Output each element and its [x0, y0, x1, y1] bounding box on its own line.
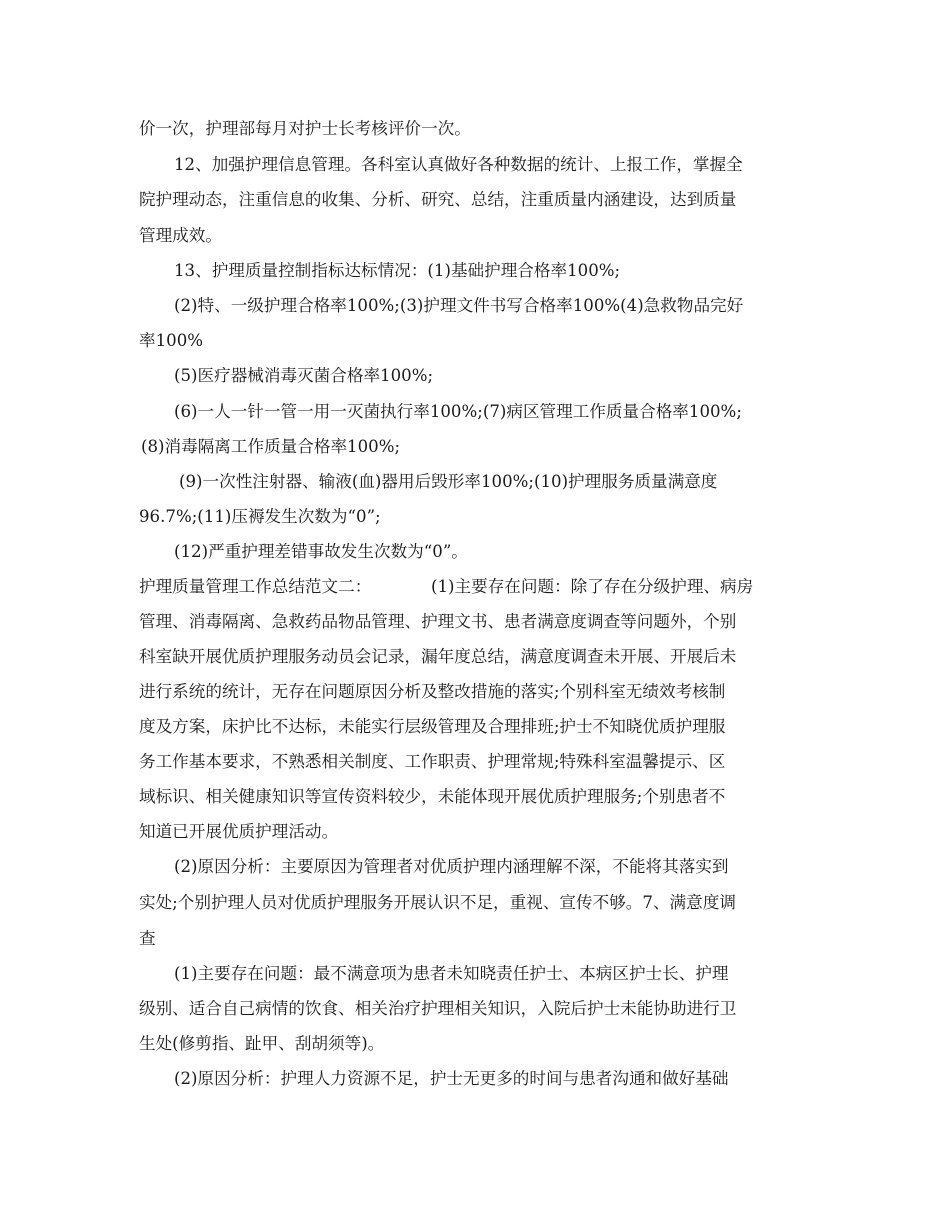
text-line: (1)主要存在问题：最不满意项为患者未知晓责任护士、本病区护士长、护理 — [174, 964, 729, 983]
text-line: (1)主要存在问题：除了存在分级护理、病房 — [431, 577, 754, 596]
text-line: (2)原因分析：护理人力资源不足，护士无更多的时间与患者沟通和做好基础 — [174, 1069, 729, 1088]
text-line: 科室缺开展优质护理服务动员会记录，漏年度总结，满意度调查未开展、开展后未 — [139, 647, 737, 666]
text-line: (9)一次性注射器、输液(血)器用后毁形率100%;(10)护理服务质量满意度 — [179, 472, 718, 491]
section-title: 护理质量管理工作总结范文二： — [139, 577, 372, 596]
text-line: 务工作基本要求，不熟悉相关制度、工作职责、护理常规;特殊科室温馨提示、区 — [139, 752, 726, 771]
text-line: (2)原因分析：主要原因为管理者对优质护理内涵理解不深，不能将其落实到 — [174, 857, 729, 876]
text-line: (5)医疗器械消毒灭菌合格率100%; — [174, 366, 434, 385]
text-line: 院护理动态，注重信息的收集、分析、研究、总结，注重质量内涵建设，达到质量 — [139, 190, 737, 209]
text-line: 96.7%;(11)压褥发生次数为“0”; — [139, 507, 381, 526]
text-line: 13、护理质量控制指标达标情况：(1)基础护理合格率100%; — [174, 261, 621, 280]
text-line: 价一次，护理部每月对护士长考核评价一次。 — [139, 119, 471, 138]
text-line: (2)特、一级护理合格率100%;(3)护理文件书写合格率100%(4)急救物品完好 — [174, 296, 744, 315]
text-line: (8)消毒隔离工作质量合格率100%; — [141, 437, 401, 456]
text-line: 实处;个别护理人员对优质护理服务开展认识不足，重视、宣传不够。7、满意度调 — [139, 893, 736, 912]
text-line: 12、加强护理信息管理。各科室认真做好各种数据的统计、上报工作，掌握全 — [174, 155, 743, 174]
text-line: 率100% — [139, 331, 204, 350]
text-line: 进行系统的统计，无存在问题原因分析及整改措施的落实;个别科室无绩效考核制 — [139, 682, 726, 701]
text-line: (12)严重护理差错事故发生次数为“0”。 — [174, 542, 468, 561]
text-line: 管理、消毒隔离、急救药品物品管理、护理文书、患者满意度调查等问题外，个别 — [139, 612, 737, 631]
text-line: 生处(修剪指、趾甲、刮胡须等)。 — [139, 1034, 385, 1053]
text-line: 域标识、相关健康知识等宣传资料较少，未能体现开展优质护理服务;个别患者不 — [139, 787, 726, 806]
text-line: 度及方案，床护比不达标，未能实行层级管理及合理排班;护士不知晓优质护理服 — [139, 717, 726, 736]
text-line: (6)一人一针一管一用一灭菌执行率100%;(7)病区管理工作质量合格率100%; — [174, 402, 742, 421]
text-line: 管理成效。 — [139, 226, 222, 245]
text-line: 知道已开展优质护理活动。 — [139, 822, 339, 841]
text-line: 查 — [139, 929, 156, 948]
text-line: 级别、适合自己病情的饮食、相关治疗护理相关知识，入院后护士未能协助进行卫 — [139, 999, 737, 1018]
